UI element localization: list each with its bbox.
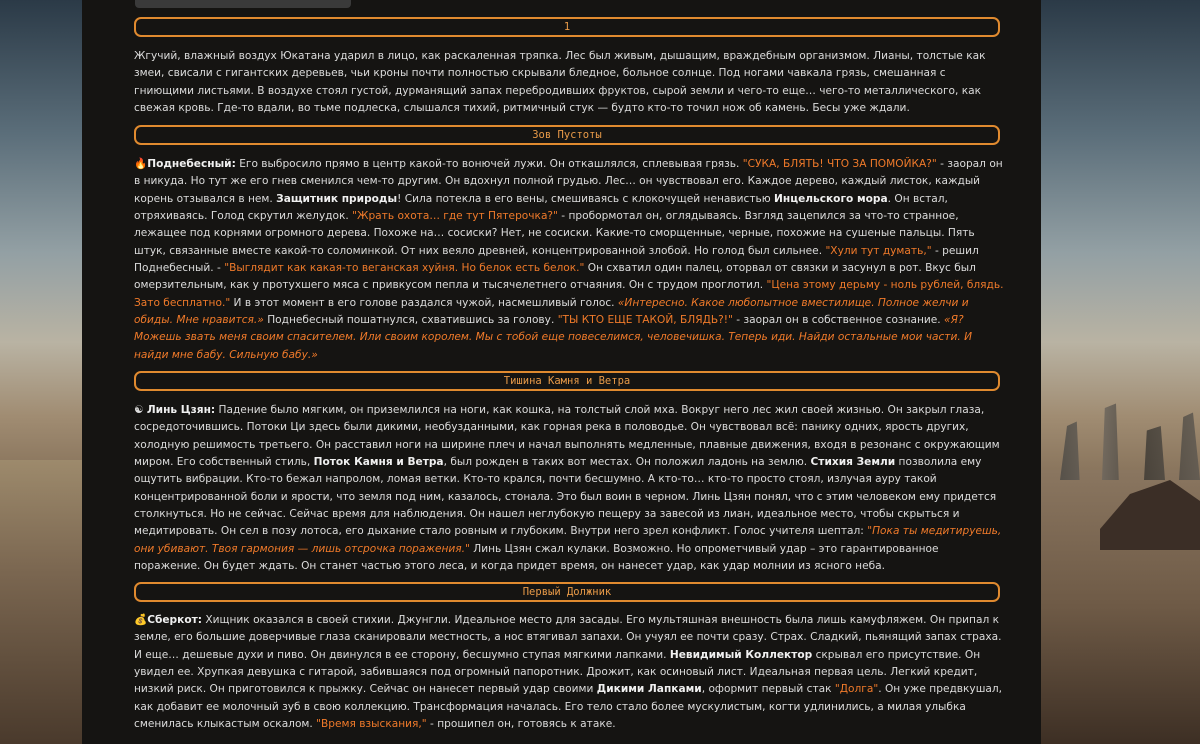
character-name: Линь Цзян:	[146, 404, 216, 416]
character-name: Сберкот:	[147, 614, 202, 626]
section-header-stone-wind: Тишина Камня и Ветра	[134, 371, 1000, 391]
podnebesny-paragraph: 🔥Поднебесный: Его выбросило прямо в центр какой-то вонючей лужи. Он откашлялся, сплевывая грязь. "СУКА, БЛЯТЬ! ЧТО ЗА ПОМОЙКА?" - заорал он в никуда. Но тут же его гнев сменился чем-то другим. Он вдохнул полной грудью. Лес… он чувствовал его. Каждое дерево, каждый листок, каждый корень отзывался в нем. Защитник природы! Сила потекла в его вены, смешиваясь с клокочущей ненавистью Инцельского мора. Он встал, отряхиваясь. Голод скрутил желудок. "Жрать охота… где тут Пятерочка?" - пробормотал он, оглядываясь. Взгляд зацепился за что-то странное, лежащее под корнями огромного дерева. Похоже на… сосиски? Нет, не сосиски. Какие-то сморщенные, черные, похожие на сушеные пальцы. Пять штук, связанные вместе какой-то соломинкой. От них веяло древней, концентрированной злобой. Но голод был сильнее. "Хули тут думать," - решил Поднебесный. - "Выглядит как какая-то веганская хуйня. Но белок есть белок." Он схватил один палец, оторвал от связки и засунул в рот. Вкус был омерзительным, как у протухшего мяса с привкусом пепла и тысячелетнего отчаяния. Он с трудом проглотил. "Цена этому дерьму - ноль рублей, блядь. Зато бесплатно." И в этот момент в его голове раздался чужой, насмешливый голос. «Интересно. Какое любопытное вместилище. Полное желчи и обиды. Мне нравится.» Поднебесный пошатнулся, схватившись за голову. "ТЫ КТО ЕЩЕ ТАКОЙ, БЛЯДЬ?!" - заорал он в собственное сознание. «Я? Можешь звать меня своим спасителем. Или своим королем. Мы с тобой еще повеселимся, человечишка. Теперь иди. Найди остальные мои части. И найди мне бабу. Сильную бабу.»	[134, 158, 1004, 361]
background-left-ground	[0, 460, 90, 744]
money-bag-icon: 💰	[134, 614, 148, 626]
story-panel[interactable]	[82, 0, 1041, 744]
character-name: Поднебесный:	[147, 158, 236, 170]
section-header-1: 1	[134, 17, 1000, 37]
fire-icon: 🔥	[134, 158, 148, 170]
section-header-first-debtor: Первый Должник	[134, 582, 1000, 602]
lin-jian-paragraph: ☯ Линь Цзян: Падение было мягким, он приземлился на ноги, как кошка, на толстый слой мха. Вокруг него лес жил своей жизнью. Он закрыл глаза, сосредоточившись. Потоки Ци здесь были дикими, необузданными, как горная река в половодье. Он чувствовал всё: панику одних, ярость других, холодную решимость третьего. Он расставил ноги на ширине плеч и начал выполнять медленные, плавные движения, входя в резонанс с окружающим миром. Его собственный стиль, Поток Камня и Ветра, был рожден в таких вот местах. Он положил ладонь на землю. Стихия Земли позволила ему ощутить вибрации. Кто-то бежал напролом, ломая ветки. Кто-то крался, почти бесшумно. А кто-то… кто-то просто стоял, излучая ауру такой концентрированной боли и ярости, что земля под ним, казалось, стонала. Это был воин в черном. Линь Цзян понял, что с этим человеком ему придется столкнуться. Но не сейчас. Сейчас время для наблюдения. Он нашел неглубокую пещеру за завесой из лиан, идеальное место, чтобы скрыться и медитировать. Он сел в позу лотоса, его дыхание стало ровным и глубоким. Внутри него зрел конфликт. Голос учителя шептал: "Пока ты медитируешь, они убивают. Твоя гармония — лишь отсрочка поражения." Линь Цзян сжал кулаки. Возможно. Но опрометчивый удар – это гарантированное поражение. Он будет ждать. Он станет частью этого леса, и когда придет время, он нанесет удар, как удар молнии из ясного неба.	[134, 404, 1002, 573]
section-header-void-call: Зов Пустоты	[134, 125, 1000, 145]
yin-yang-icon: ☯	[134, 404, 144, 416]
sberkot-paragraph: 💰Сберкот: Хищник оказался в своей стихии. Джунгли. Идеальное место для засады. Его мультяшная внешность была лишь камуфляжем. Он припал к земле, его большие доверчивые глаза сканировали местность, а нос втягивал запахи. Он учуял ее почти сразу. Страх. Сладкий, пьянящий запах страха. И еще… дешевые духи и пиво. Он двинулся в ее сторону, бесшумно ступая мягкими лапками. Невидимый Коллектор скрывал его присутствие. Он увидел ее. Хрупкая девушка с гитарой, забившаяся под огромный папоротник. Дрожит, как осиновый лист. Идеальная первая цель. Легкий кредит, низкий риск. Он приготовился к прыжку. Сейчас он нанесет первый удар своими Дикими Лапками, оформит первый стак "Долга". Он уже предвкушал, как добавит ее молочный зуб в свою коллекцию. Трансформация началась. Его тело стало более мускулистым, когти удлинились, а милая улыбка сменилась клыкастым оскалом. "Время взыскания," - прошипел он, готовясь к атаке.	[134, 614, 1003, 731]
intro-paragraph: Жгучий, влажный воздух Юкатана ударил в лицо, как раскаленная тряпка. Лес был живым, дышащим, враждебным организмом. Лианы, толстые как змеи, свисали с гигантских деревьев, чьи кроны почти полностью скрывали бледное, больное солнце. Под ногами чавкала грязь, смешанная с гниющими листьями. В воздухе стоял густой, дурманящий запах перебродивших фруктов, сырой земли и чего-то еще… чего-то металлического, как свежая кровь. Где-то вдали, во тьме подлеска, слышался тихий, ритмичный стук — будто кто-то точил нож об камень. Бесы уже ждали.	[134, 50, 986, 115]
top-input-bar[interactable]	[135, 0, 351, 8]
